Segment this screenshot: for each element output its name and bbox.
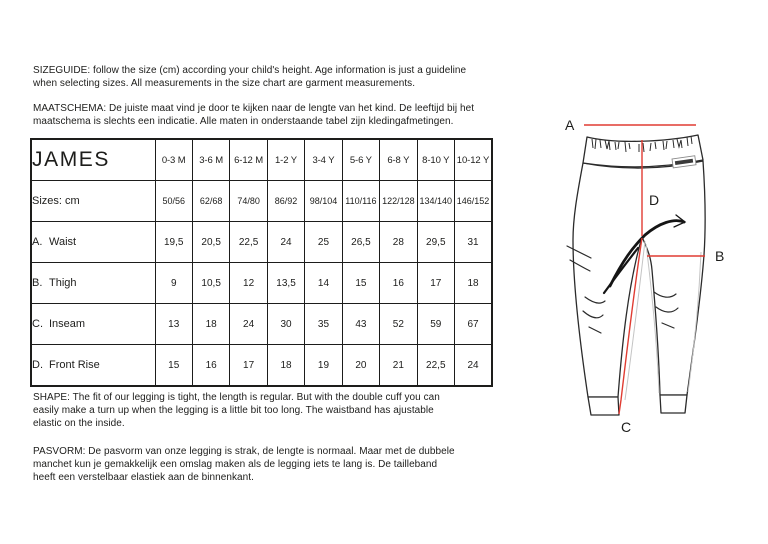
row-label-cell: D. Front Rise bbox=[31, 345, 155, 387]
maatschema-paragraph bbox=[33, 102, 474, 128]
measure-label-d: D bbox=[649, 192, 660, 208]
age-column-header: 1-2 Y bbox=[267, 139, 304, 181]
table-row bbox=[31, 304, 492, 345]
measurement-cell: 18 bbox=[455, 263, 493, 304]
measurement-cell: 43 bbox=[342, 304, 379, 345]
text-line: SHAPE: The fit of our legging is tight, the length is regular. But with the double cuff you can bbox=[33, 392, 440, 403]
measurement-cell: 20 bbox=[342, 345, 379, 387]
age-column-header: 3-6 M bbox=[192, 139, 229, 181]
text-line: SIZEGUIDE: follow the size (cm) according your child's height. Age information is just a guideline bbox=[33, 65, 467, 76]
table-row bbox=[31, 181, 492, 222]
measurement-cell: 22,5 bbox=[230, 222, 267, 263]
measurement-cell: 18 bbox=[192, 304, 229, 345]
measure-label-a: A bbox=[565, 117, 575, 133]
measurement-cell: 15 bbox=[342, 263, 379, 304]
text-line: manchet kun je gemakkelijk een omslag maken als de legging iets te lang is. De tailleband bbox=[33, 459, 438, 470]
sizeguide-paragraph bbox=[33, 64, 466, 90]
row-label-cell: Sizes: cm bbox=[31, 181, 155, 222]
measurement-cell: 22,5 bbox=[417, 345, 454, 387]
measurement-cell: 24 bbox=[455, 345, 493, 387]
table-row bbox=[31, 222, 492, 263]
row-label-cell: A. Waist bbox=[31, 222, 155, 263]
measurement-cell: 26,5 bbox=[342, 222, 379, 263]
measurement-cell: 19 bbox=[305, 345, 342, 387]
measurement-cell: 86/92 bbox=[267, 181, 304, 222]
right-cuff bbox=[660, 395, 687, 413]
measurement-cell: 16 bbox=[380, 263, 417, 304]
measurement-cell: 17 bbox=[230, 345, 267, 387]
age-column-header: 6-8 Y bbox=[380, 139, 417, 181]
row-label-cell: C. Inseam bbox=[31, 304, 155, 345]
measurement-cell: 62/68 bbox=[192, 181, 229, 222]
pasvorm-paragraph bbox=[33, 445, 455, 484]
age-column-header: 6-12 M bbox=[230, 139, 267, 181]
measurement-cell: 16 bbox=[192, 345, 229, 387]
measurement-cell: 18 bbox=[267, 345, 304, 387]
table-row bbox=[31, 263, 492, 304]
measurement-cell: 52 bbox=[380, 304, 417, 345]
measurement-cell: 29,5 bbox=[417, 222, 454, 263]
left-cuff bbox=[588, 397, 619, 415]
legging-measurement-diagram bbox=[555, 100, 768, 445]
size-chart-table bbox=[30, 138, 493, 387]
table-row bbox=[31, 345, 492, 387]
measurement-cell: 13,5 bbox=[267, 263, 304, 304]
shape-paragraph bbox=[33, 391, 440, 430]
age-column-header: 8-10 Y bbox=[417, 139, 454, 181]
measurement-cell: 20,5 bbox=[192, 222, 229, 263]
age-column-header: 0-3 M bbox=[155, 139, 192, 181]
measurement-cell: 74/80 bbox=[230, 181, 267, 222]
age-column-header: 3-4 Y bbox=[305, 139, 342, 181]
measurement-cell: 15 bbox=[155, 345, 192, 387]
age-column-header: 10-12 Y bbox=[455, 139, 493, 181]
text-line: PASVORM: De pasvorm van onze legging is strak, de lengte is normaal. Maar met de dubbele bbox=[33, 446, 455, 457]
measurement-cell: 17 bbox=[417, 263, 454, 304]
measurement-cell: 146/152 bbox=[455, 181, 493, 222]
text-line: when selecting sizes. All measurements in the size chart are garment measurements. bbox=[33, 78, 416, 89]
measurement-cell: 24 bbox=[267, 222, 304, 263]
row-label-cell: B. Thigh bbox=[31, 263, 155, 304]
text-line: maatschema is slechts een indicatie. Alle maten in onderstaande tabel zijn kledingafmetingen. bbox=[33, 116, 454, 127]
measurement-cell: 122/128 bbox=[380, 181, 417, 222]
measurement-cell: 12 bbox=[230, 263, 267, 304]
text-line: easily make a turn up when the legging is a little bit too long. The waistband has ajustable bbox=[33, 405, 434, 416]
measurement-cell: 134/140 bbox=[417, 181, 454, 222]
measurement-cell: 28 bbox=[380, 222, 417, 263]
measurement-cell: 98/104 bbox=[305, 181, 342, 222]
measurement-cell: 50/56 bbox=[155, 181, 192, 222]
measurement-cell: 10,5 bbox=[192, 263, 229, 304]
measurement-cell: 14 bbox=[305, 263, 342, 304]
text-line: heeft een verstelbaar elastiek aan de binnenkant. bbox=[33, 472, 254, 483]
measurement-cell: 19,5 bbox=[155, 222, 192, 263]
measurement-cell: 67 bbox=[455, 304, 493, 345]
measure-label-b: B bbox=[715, 248, 725, 264]
measurement-cell: 110/116 bbox=[342, 181, 379, 222]
measurement-cell: 59 bbox=[417, 304, 454, 345]
measurement-cell: 35 bbox=[305, 304, 342, 345]
measurement-cell: 13 bbox=[155, 304, 192, 345]
measurement-cell: 9 bbox=[155, 263, 192, 304]
measurement-cell: 31 bbox=[455, 222, 493, 263]
text-line: MAATSCHEMA: De juiste maat vind je door te kijken naar de lengte van het kind. De leeftijd bij het bbox=[33, 103, 475, 114]
measurement-cell: 25 bbox=[305, 222, 342, 263]
measure-label-c: C bbox=[621, 419, 632, 435]
measurement-cell: 21 bbox=[380, 345, 417, 387]
measurement-cell: 30 bbox=[267, 304, 304, 345]
legging-body-outline bbox=[573, 161, 705, 397]
text-line: elastic on the inside. bbox=[33, 418, 125, 429]
measurement-cell: 24 bbox=[230, 304, 267, 345]
product-name-cell: JAMES bbox=[31, 139, 155, 181]
age-column-header: 5-6 Y bbox=[342, 139, 379, 181]
